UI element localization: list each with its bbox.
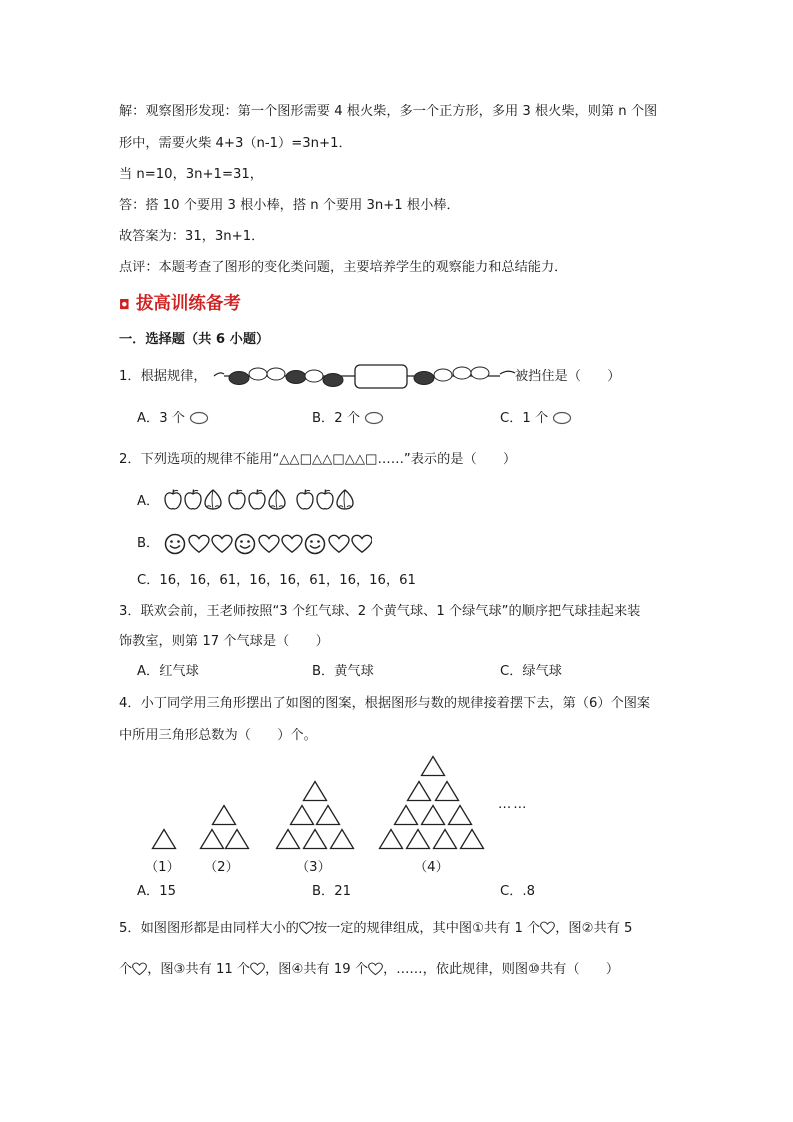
triangle-icon <box>213 806 236 825</box>
q4-option-c[interactable]: C．.8 <box>500 884 535 899</box>
q5-text-1: 5．如图图形都是由同样大小的 <box>119 921 299 936</box>
q5-text-5: ，图③共有 11 个 <box>147 962 251 977</box>
peach-icon <box>337 490 353 509</box>
apple-icon <box>317 490 333 510</box>
triangle-icon <box>331 830 354 849</box>
q1-option-a[interactable] <box>137 410 209 428</box>
triangle-group-2 <box>201 806 249 849</box>
bead-light <box>434 369 452 381</box>
triangle-group-4 <box>380 757 484 849</box>
q5-text-3: ，图②共有 5 <box>555 921 633 936</box>
q2-option-b-label: B． <box>137 536 160 551</box>
triangle-icon <box>201 830 224 849</box>
bead-chain-figure <box>212 361 517 391</box>
oval-bead-icon <box>552 411 572 425</box>
heart-icon <box>282 535 302 552</box>
q2-stem: 2．下列选项的规律不能用“△△□△△□△△□……”表示的是（ ） <box>119 452 517 467</box>
bead-dark <box>286 371 306 384</box>
solution-line-2: 形中，需要火柴 4+3（n-1）=3n+1． <box>119 136 352 151</box>
triangle-group-3 <box>277 782 354 849</box>
q1-option-c-label: C．1 个 <box>500 411 549 426</box>
heart-icon <box>259 535 279 552</box>
figure-label-2: （2） <box>204 860 239 875</box>
answer-line: 答：搭 10 个要用 3 根小棒，搭 n 个要用 3n+1 根小棒． <box>119 198 460 213</box>
smiley-icon <box>306 535 325 554</box>
triangle-icon <box>317 806 340 825</box>
smiley-icon <box>166 535 185 554</box>
triangle-icon <box>226 830 249 849</box>
apple-icon <box>185 490 201 510</box>
triangle-icon <box>422 806 445 825</box>
bead-light <box>471 367 489 379</box>
apple-icon <box>297 490 313 510</box>
heart-icon <box>250 962 265 976</box>
q2-option-c[interactable]: C．16，16，61，16，16，61，16，16，61 <box>137 573 416 588</box>
q3-stem-line-1: 3．联欢会前，王老师按照“3 个红气球、2 个黄气球、1 个绿气球”的顺序把气球挂起来装 <box>119 604 641 619</box>
section-title: 拔高训练备考 <box>135 294 241 314</box>
triangle-icon <box>422 757 445 776</box>
heart-icon <box>299 921 314 935</box>
q2-option-b[interactable] <box>137 535 159 553</box>
triangle-icon <box>436 782 459 801</box>
bead-dark <box>229 372 249 385</box>
triangle-icon <box>407 830 430 849</box>
apple-icon <box>165 490 181 510</box>
heart-icon <box>132 962 147 976</box>
q4-stem-line-2: 中所用三角形总数为（ ）个。 <box>119 728 317 743</box>
q3-option-c[interactable]: C．绿气球 <box>500 664 562 679</box>
q5-text-4: 个 <box>119 962 133 977</box>
cover-box <box>355 365 407 388</box>
chain-string-right <box>500 371 515 374</box>
q5-text-2: 按一定的规律组成，其中图①共有 1 个 <box>313 921 541 936</box>
triangle-icon <box>380 830 403 849</box>
chain-string-left <box>214 373 224 376</box>
q5-stem-line-2 <box>119 961 619 979</box>
triangle-icon <box>408 782 431 801</box>
figure-label-1: （1） <box>145 860 180 875</box>
q5-text-6: ，图④共有 19 个 <box>265 962 369 977</box>
q1-option-b[interactable] <box>312 410 384 428</box>
q1-suffix: 被挡住是（ ） <box>515 369 621 384</box>
heart-icon <box>540 921 555 935</box>
heart-icon <box>352 535 372 552</box>
q4-option-b[interactable]: B．21 <box>312 884 352 899</box>
figure-label-4: （4） <box>414 860 449 875</box>
apple-icon <box>229 490 245 510</box>
solution-line-3: 当 n=10，3n+1=31， <box>119 167 263 182</box>
q5-stem-line-1 <box>119 920 632 938</box>
q1-option-b-label: B．2 个 <box>312 411 361 426</box>
q1-option-c[interactable] <box>500 410 572 428</box>
q2-option-a-figure <box>162 486 367 512</box>
q1-option-a-label: A．3 个 <box>137 411 185 426</box>
q2-option-b-figure <box>162 531 372 557</box>
triangle-group-1 <box>153 830 176 849</box>
section-mark-icon: ◘ <box>119 298 130 313</box>
apple-icon <box>249 490 265 510</box>
heart-icon <box>329 535 349 552</box>
triangle-icon <box>153 830 176 849</box>
smiley-icon <box>236 535 255 554</box>
figure-label-3: （3） <box>296 860 331 875</box>
bead-light <box>453 367 471 379</box>
triangle-icon <box>449 806 472 825</box>
q3-option-a[interactable]: A．红气球 <box>137 664 199 679</box>
comment-line: 点评：本题考查了图形的变化类问题，主要培养学生的观察能力和总结能力． <box>119 260 568 275</box>
triangle-pattern-figure <box>140 752 550 876</box>
bead-light <box>305 370 323 382</box>
figure-ellipsis: …… <box>498 797 529 812</box>
triangle-icon <box>291 806 314 825</box>
final-answer-line: 故答案为：31，3n+1． <box>119 229 265 244</box>
bead-dark <box>414 372 434 385</box>
oval-bead-icon <box>189 411 209 425</box>
triangle-icon <box>304 830 327 849</box>
triangle-icon <box>304 782 327 801</box>
bead-light <box>267 368 285 380</box>
bead-light <box>249 368 267 380</box>
triangle-icon <box>434 830 457 849</box>
q4-stem-line-1: 4．小丁同学用三角形摆出了如图的图案，根据图形与数的规律接着摆下去，第（6）个图案 <box>119 696 651 711</box>
bead-dark <box>323 374 343 387</box>
q4-option-a[interactable]: A．15 <box>137 884 176 899</box>
heart-icon <box>212 535 232 552</box>
q5-text-7: ，……，依此规律，则图⑩共有（ ） <box>383 962 620 977</box>
q3-stem-line-2: 饰教室，则第 17 个气球是（ ） <box>119 634 329 649</box>
solution-line-1: 解：观察图形发现：第一个图形需要 4 根火柴，多一个正方形，多用 3 根火柴，则第 n 个图 <box>119 104 658 119</box>
triangle-icon <box>395 806 418 825</box>
q1-prefix: 1．根据规律， <box>119 369 207 384</box>
q2-option-a[interactable] <box>137 493 159 511</box>
heart-icon <box>189 535 209 552</box>
oval-bead-icon <box>364 411 384 425</box>
part-title: 一．选择题（共 6 小题） <box>119 332 270 347</box>
q2-option-a-label: A． <box>137 494 160 509</box>
triangle-icon <box>277 830 300 849</box>
triangle-icon <box>461 830 484 849</box>
section-heading <box>119 292 241 318</box>
peach-icon <box>269 490 285 509</box>
q3-option-b[interactable]: B．黄气球 <box>312 664 374 679</box>
heart-icon <box>368 962 383 976</box>
peach-icon <box>205 490 221 509</box>
